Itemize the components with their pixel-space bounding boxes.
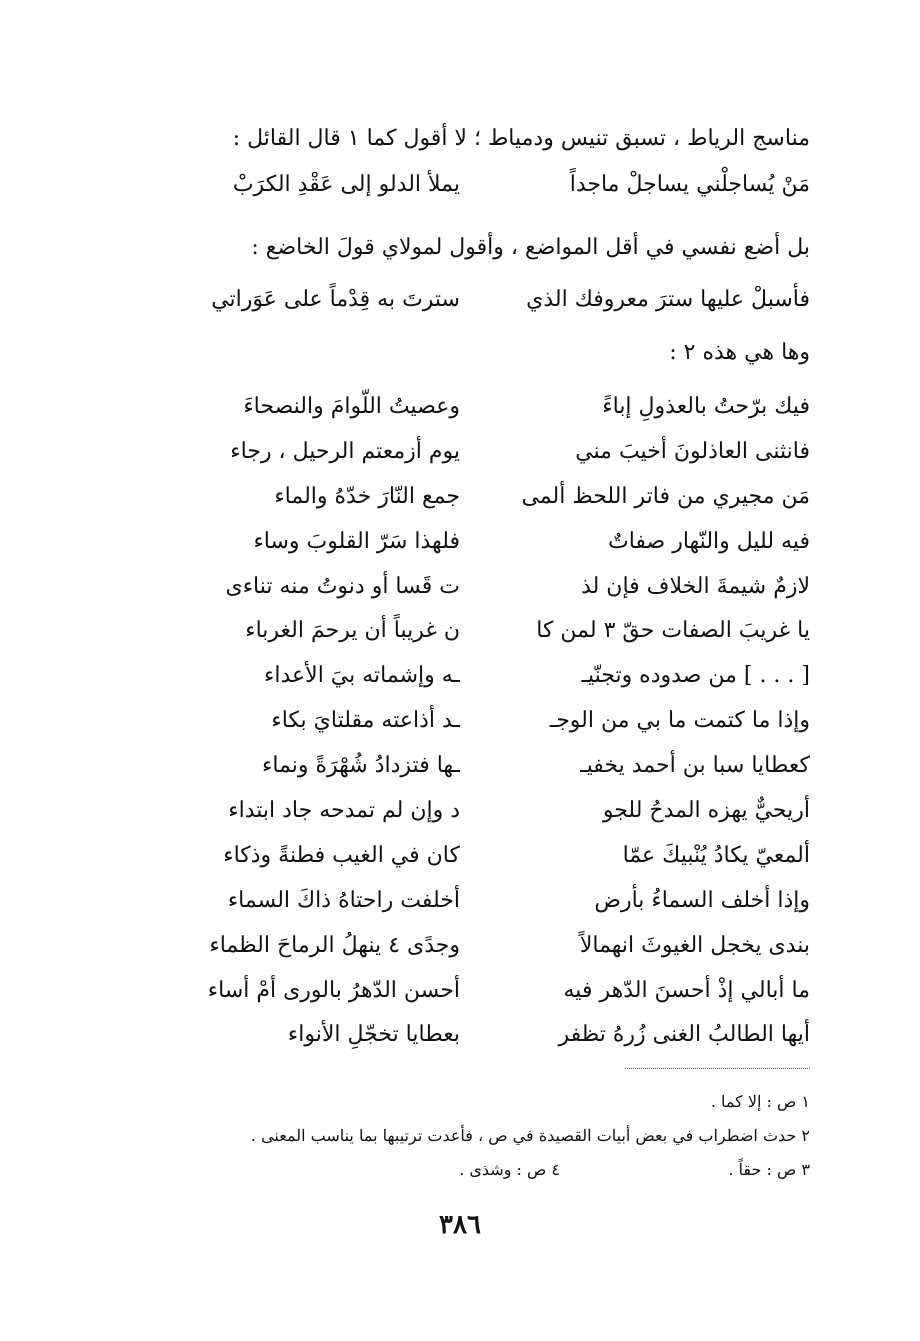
verse-2-first-hemistich: فأسبلْ عليها سترَ معروفك الذي: [526, 287, 810, 312]
poem-line: [160, 744, 810, 789]
hemistich-first: فيه لليل والنّهار صفاتٌ: [608, 528, 810, 554]
hemistich-first: لازمٌ شيمةَ الخلاف فإن لذ: [581, 573, 810, 599]
verse-1: [160, 165, 810, 205]
hemistich-second: أحسن الدّهرُ بالورى أمْ أساء: [207, 977, 460, 1003]
hemistich-second: جمع النّارَ خدّهُ والماء: [274, 483, 460, 509]
poem: [160, 385, 810, 1058]
intro-line: مناسج الرياط ، تسبق تنيس ودمياط ؛ لا أقول كما ١ قال القائل :: [232, 126, 810, 151]
footnote-separator: [625, 1068, 810, 1069]
verse-2: [160, 280, 810, 320]
footnote-1: ١ ص : إلا كما .: [710, 1092, 810, 1111]
hemistich-first: فانثنى العاذلونَ أخيبَ مني: [575, 438, 810, 464]
hemistich-second: ن غريباً أن يرحمَ الغرباء: [245, 618, 460, 644]
hemistich-second: فلهذا سَرّ القلوبَ وساء: [253, 528, 460, 554]
footnote-2: ٢ حدث اضطراب في بعض أبيات القصيدة في ص ، فأعدت ترتيبها بما يناسب المعنى .: [250, 1126, 810, 1145]
footnote-4: ٤ ص : وشذى .: [459, 1160, 560, 1179]
hemistich-first: [ . . . ] من صدوده وتجنّيـ: [581, 663, 810, 689]
poem-line: [160, 924, 810, 969]
poem-line: [160, 879, 810, 924]
hemistich-first: مَن مجيري من فاتر اللحظ ألمى: [521, 483, 810, 509]
hemistich-first: أيها الطالبُ الغنى زُرهُ تظفر: [558, 1022, 810, 1048]
poem-line: [160, 430, 810, 475]
hemistich-first: ألمعيّ يكادُ يُنْبيكَ عمّا: [622, 842, 810, 868]
verse-1-first-hemistich: مَنْ يُساجلْني يساجلْ ماجداً: [569, 172, 810, 197]
poem-line: [160, 654, 810, 699]
poem-line: [160, 834, 810, 879]
page-number: ٣٨٦: [439, 1210, 481, 1240]
hemistich-second: ت قَسا أو دنوتُ منه تناءى: [225, 573, 460, 599]
poem-line: [160, 565, 810, 610]
poem-line: [160, 520, 810, 565]
hemistich-first: يا غريبَ الصفات حقّ ٣ لمن كا: [536, 618, 810, 644]
verse-1-second-hemistich: يملأ الدلو إلى عَقْدِ الكرَبْ: [232, 172, 460, 197]
hemistich-second: ـد أذاعته مقلتايَ بكاء: [271, 708, 460, 734]
hemistich-second: وجدًى ٤ ينهلُ الرماحَ الظماء: [209, 932, 460, 958]
hemistich-second: يوم أزمعتم الرحيل ، رجاء: [230, 438, 460, 464]
hemistich-first: ما أبالي إذْ أحسنَ الدّهر فيه: [563, 977, 810, 1003]
lead-line: وها هي هذه ٢ :: [669, 340, 810, 365]
hemistich-second: وعصيتُ اللّوامَ والنصحاءَ: [243, 394, 460, 419]
poem-line: [160, 699, 810, 744]
poem-line: [160, 969, 810, 1014]
hemistich-first: فيك برّحتُ بالعذولِ إباءً: [602, 394, 810, 419]
poem-line: [160, 385, 810, 430]
hemistich-second: ـه وإشماته بيَ الأعداء: [264, 663, 460, 689]
poem-line: [160, 475, 810, 520]
poem-line: [160, 1013, 810, 1058]
middle-line: بل أضع نفسي في أقل المواضع ، وأقول لمولاي قولَ الخاضع :: [251, 235, 810, 260]
hemistich-second: بعطايا تخجّلِ الأنواء: [287, 1022, 460, 1048]
footnote-row-3-4: [110, 1158, 810, 1182]
footnote-3: ٣ ص : حقاً .: [728, 1160, 810, 1179]
poem-line: [160, 609, 810, 654]
hemistich-second: د وإن لم تمدحه جاد ابتداء: [228, 798, 460, 824]
hemistich-first: كعطايا سبا بن أحمد يخفيـ: [580, 753, 810, 779]
verse-2-second-hemistich: سترتَ به قِدْماً على عَوَراتي: [211, 287, 460, 312]
poem-line: [160, 789, 810, 834]
hemistich-first: وإذا ما كتمت ما بي من الوجـ: [549, 708, 810, 734]
hemistich-second: أخلفت راحتاهُ ذاكَ السماء: [227, 887, 460, 913]
hemistich-first: وإذا أخلف السماءُ بأرض: [594, 887, 810, 913]
hemistich-second: ـها فتزدادُ شُهْرَةً ونماء: [261, 753, 460, 779]
hemistich-first: أريحيٌّ يهزه المدحُ للجو: [602, 798, 810, 824]
hemistich-second: كان في الغيب فطنةً وذكاء: [223, 842, 460, 868]
hemistich-first: بندى يخجل الغيوثَ انهمالاً: [579, 932, 810, 958]
